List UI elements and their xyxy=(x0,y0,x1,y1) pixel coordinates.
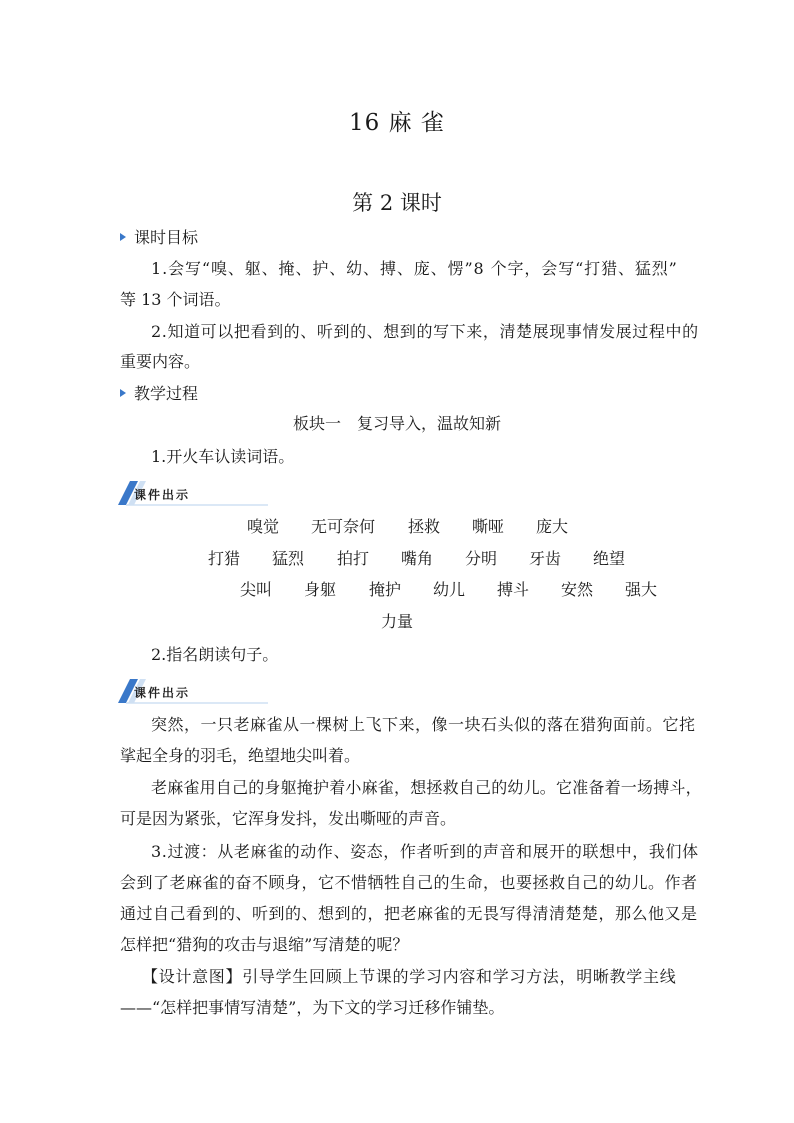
goal-1-line-2: 等 13 个词语。 xyxy=(120,290,231,309)
section-process-label: 教学过程 xyxy=(134,384,199,403)
section-process xyxy=(120,384,198,404)
word: 庞大 xyxy=(536,517,569,536)
word: 嘶哑 xyxy=(472,517,505,536)
passage-line: 突然，一只老麻雀从一棵树上飞下来，像一块石头似的落在猎狗面前。它挓 xyxy=(151,715,696,734)
word: 打猎 xyxy=(208,549,241,568)
design-intent-line: 【设计意图】引导学生回顾上节课的学习内容和学习方法，明晰教学主线 xyxy=(142,967,677,986)
transition-line: 会到了老麻雀的奋不顾身，它不惜牺牲自己的生命，也要拯救自己的幼儿。作者 xyxy=(120,873,698,892)
goal-2-line-2: 重要内容。 xyxy=(120,352,201,371)
passage-line: 老麻雀用自己的身躯掩护着小麻雀，想拯救自己的幼儿。它准备着一场搏斗， xyxy=(151,778,702,797)
section-goals-label: 课时目标 xyxy=(134,228,199,247)
word: 拍打 xyxy=(337,549,370,568)
word: 拯救 xyxy=(408,517,441,536)
word: 绝望 xyxy=(593,549,626,568)
transition-line: 怎样把“猎狗的攻击与退缩”写清楚的呢？ xyxy=(120,935,409,954)
courseware-banner xyxy=(118,481,268,507)
step-2: 2.指名朗读句子。 xyxy=(151,645,279,664)
word: 牙齿 xyxy=(529,549,562,568)
word: 无可奈何 xyxy=(311,517,376,536)
lesson-subtitle: 第 2 课时 xyxy=(352,191,442,215)
word: 猛烈 xyxy=(272,549,305,568)
goal-1-line-1: 1.会写“嗅、躯、掩、护、幼、搏、庞、愣”8 个字，会写“打猎、猛烈” xyxy=(151,259,678,278)
word: 嗅觉 xyxy=(247,517,280,536)
section-goals xyxy=(120,228,198,248)
passage-line: 挲起全身的羽毛，绝望地尖叫着。 xyxy=(120,746,361,765)
word: 搏斗 xyxy=(497,580,530,599)
transition-line: 通过自己看到的、听到的、想到的，把老麻雀的无畏写得清清楚楚，那么他又是 xyxy=(120,904,698,923)
word: 尖叫 xyxy=(240,580,273,599)
triangle-right-icon xyxy=(120,389,126,397)
triangle-right-icon xyxy=(120,233,126,241)
word: 安然 xyxy=(561,580,594,599)
step-1: 1.开火车认读词语。 xyxy=(151,447,295,466)
courseware-banner-label: 课件出示 xyxy=(134,488,191,502)
courseware-banner-label: 课件出示 xyxy=(134,686,191,700)
passage-line: 可是因为紧张，它浑身发抖，发出嘶哑的声音。 xyxy=(120,809,457,828)
word: 力量 xyxy=(381,612,414,631)
word: 嘴角 xyxy=(401,549,434,568)
courseware-banner xyxy=(118,679,268,705)
goal-2-line-1: 2.知道可以把看到的、听到的、想到的写下来，清楚展现事情发展过程中的 xyxy=(151,322,699,341)
word: 身躯 xyxy=(304,580,337,599)
block-heading: 板块一 复习导入，温故知新 xyxy=(292,414,501,433)
transition-line: 3.过渡：从老麻雀的动作、姿态，作者听到的声音和展开的联想中，我们体 xyxy=(151,842,699,861)
word: 强大 xyxy=(625,580,658,599)
design-intent-line: ——“怎样把事情写清楚”，为下文的学习迁移作铺垫。 xyxy=(120,998,505,1017)
word: 分明 xyxy=(465,549,498,568)
page-title: 16 麻 雀 xyxy=(349,110,445,136)
word: 幼儿 xyxy=(433,580,466,599)
word: 掩护 xyxy=(369,580,402,599)
